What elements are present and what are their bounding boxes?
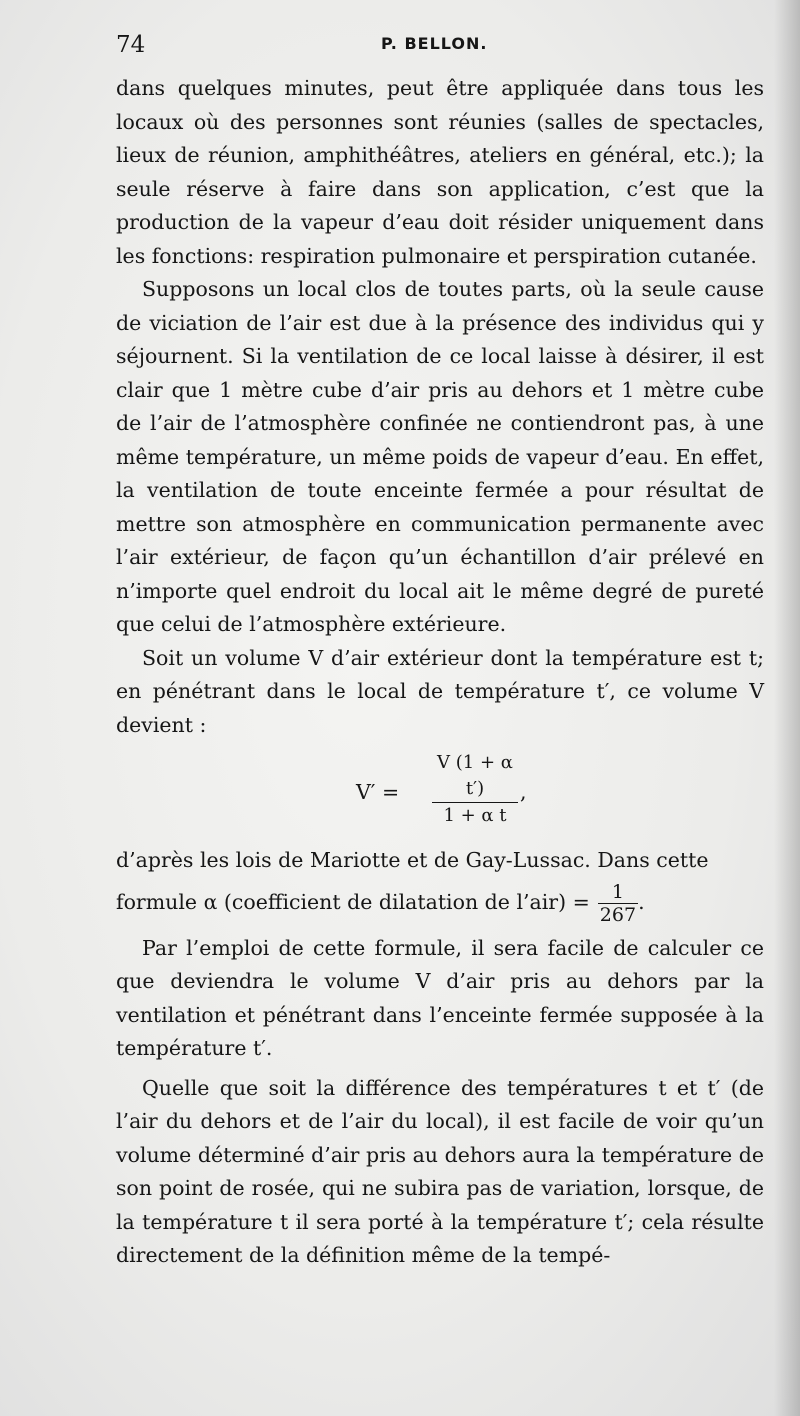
page-number: 74 <box>116 32 146 58</box>
alpha-denominator: 267 <box>599 903 637 926</box>
formula-denominator: 1 + α t <box>432 802 518 829</box>
paragraph-1: dans quelques minutes, peut être appliquée dans tous les locaux où des personnes sont réunies (salles de spectacles, lieux de réunion, amphithéâtres, ateliers en général, etc.); la seule réserve à faire dans son application, c’est que la production de la vapeur d’eau doit résider uniquement dans les fonctions: respiration pulmonaire et perspiration cutanée. <box>116 76 764 268</box>
running-head: P. BELLON. <box>381 34 488 53</box>
paragraph-5: Par l’emploi de cette formule, il sera facile de calculer ce que deviendra le volume V d’air pris au dehors par la ventilation et pénétrant dans l’enceinte fermée supposée à la température t′. <box>116 935 764 1060</box>
page-header <box>116 30 766 64</box>
alpha-definition-line <box>116 878 764 926</box>
volume-formula <box>116 742 764 834</box>
formula-fraction <box>432 750 518 829</box>
alpha-period: . <box>638 889 645 914</box>
paragraph-4: d’après les lois de Mariotte et de Gay-Lussac. Dans cette <box>116 848 709 872</box>
alpha-numerator: 1 <box>611 880 624 903</box>
formula-comma: , <box>520 780 527 804</box>
alpha-definition-text: formule α (coefficient de dilatation de l’air) = <box>116 889 590 914</box>
alpha-fraction <box>598 881 638 926</box>
formula-lhs: V′ = <box>356 780 400 804</box>
body-text <box>116 72 764 1273</box>
page-edge-shadow <box>774 0 800 1416</box>
paragraph-3: Soit un volume V d’air extérieur dont la température est t; en pénétrant dans le local de température t′, ce volume V devient : <box>116 645 764 737</box>
paragraph-2: Supposons un local clos de toutes parts, où la seule cause de viciation de l’air est due à la présence des individus qui y séjournent. Si la ventilation de ce local laisse à désirer, il est clair que 1 mètre cube d’air pris au dehors et 1 mètre cube de l’air de l’atmosphère confinée ne contiendront pas, à une même température, un même poids de vapeur d’eau. En effet, la ventilation de toute enceinte fermée a pour résultat de mettre son atmosphère en communication permanente avec l’air extérieur, de façon qu’un échantillon d’air prélevé en n’importe quel endroit du local ait le même degré de pureté que celui de l’atmosphère extérieure. <box>116 277 764 636</box>
formula-numerator: V (1 + α t′) <box>437 752 513 799</box>
paragraph-6: Quelle que soit la différence des températures t et t′ (de l’air du dehors et de l’air du local), il est facile de voir qu’un volume déterminé d’air pris au dehors aura la température de son point de rosée, qui ne subira pas de variation, lorsque, de la température t il sera porté à la température t′; cela résulte directement de la définition même de la tempé- <box>116 1075 764 1267</box>
